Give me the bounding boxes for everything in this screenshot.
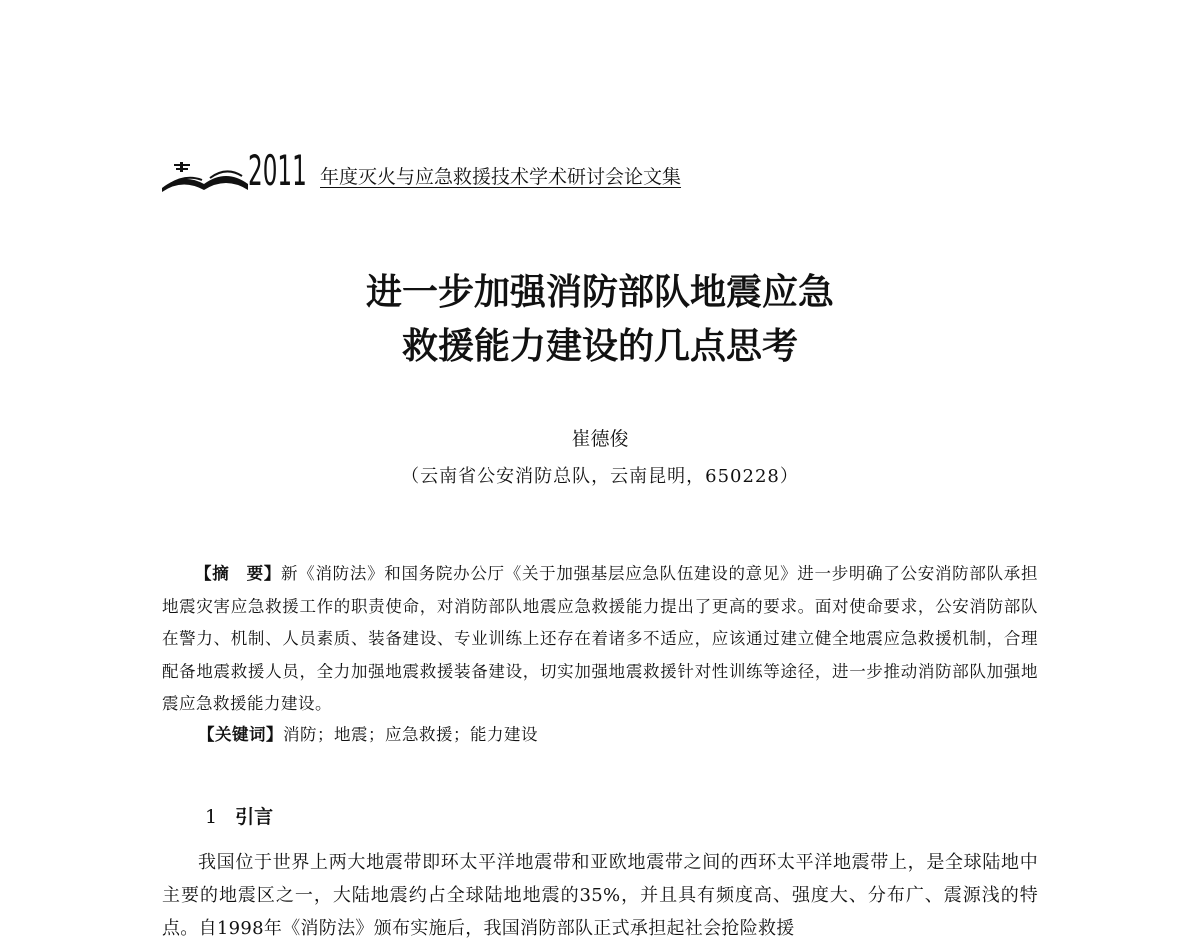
author-name: 崔德俊 [571,428,629,450]
book-logo-icon [160,154,250,192]
keywords-line [198,720,538,750]
proceedings-header [160,148,760,196]
keywords-label: 【关键词】 [198,725,283,744]
abstract-paragraph [162,558,1038,721]
abstract-text: 新《消防法》和国务院办公厅《关于加强基层应急队伍建设的意见》进一步明确了公安消防部队承担地震灾害应急救援工作的职责使命，对消防部队地震应急救援能力提出了更高的要求。面对使命要求，公安消防部队在警力、机制、人员素质、装备建设、专业训练上还存在着诸多不适应，应该通过建立健全地震应急救援机制，合理配备地震救援人员，全力加强地震救援装备建设，切实加强地震救援针对性训练等途径，进一步推动消防部队加强地震应急救援能力建设。 [162,564,1039,713]
keywords-text: 消防；地震；应急救援；能力建设 [283,725,538,744]
abstract-label: 【摘 要】 [195,564,282,583]
section-title: 引言 [235,806,274,828]
section-body-paragraph: 我国位于世界上两大地震带即环太平洋地震带和亚欧地震带之间的西环太平洋地震带上，是全球陆地中主要的地震区之一，大陆地震约占全球陆地地震的35%，并且具有频度高、强度大、分布广、震源浅的特点。自1998年《消防法》颁布实施后，我国消防部队正式承担起社会抢险救援 [162,852,1038,939]
paper-title-line-2: 救援能力建设的几点思考 [401,326,798,367]
section-number: 1 [205,806,218,828]
collection-title: 年度灭火与应急救援技术学术研讨会论文集 [320,166,682,188]
section-heading [205,802,273,832]
year-text: 2011 [248,146,307,195]
paper-title-line-1: 进一步加强消防部队地震应急 [365,272,834,313]
author-affiliation: （云南省公安消防总队，云南昆明，650228） [401,466,799,487]
year-label [248,146,312,195]
